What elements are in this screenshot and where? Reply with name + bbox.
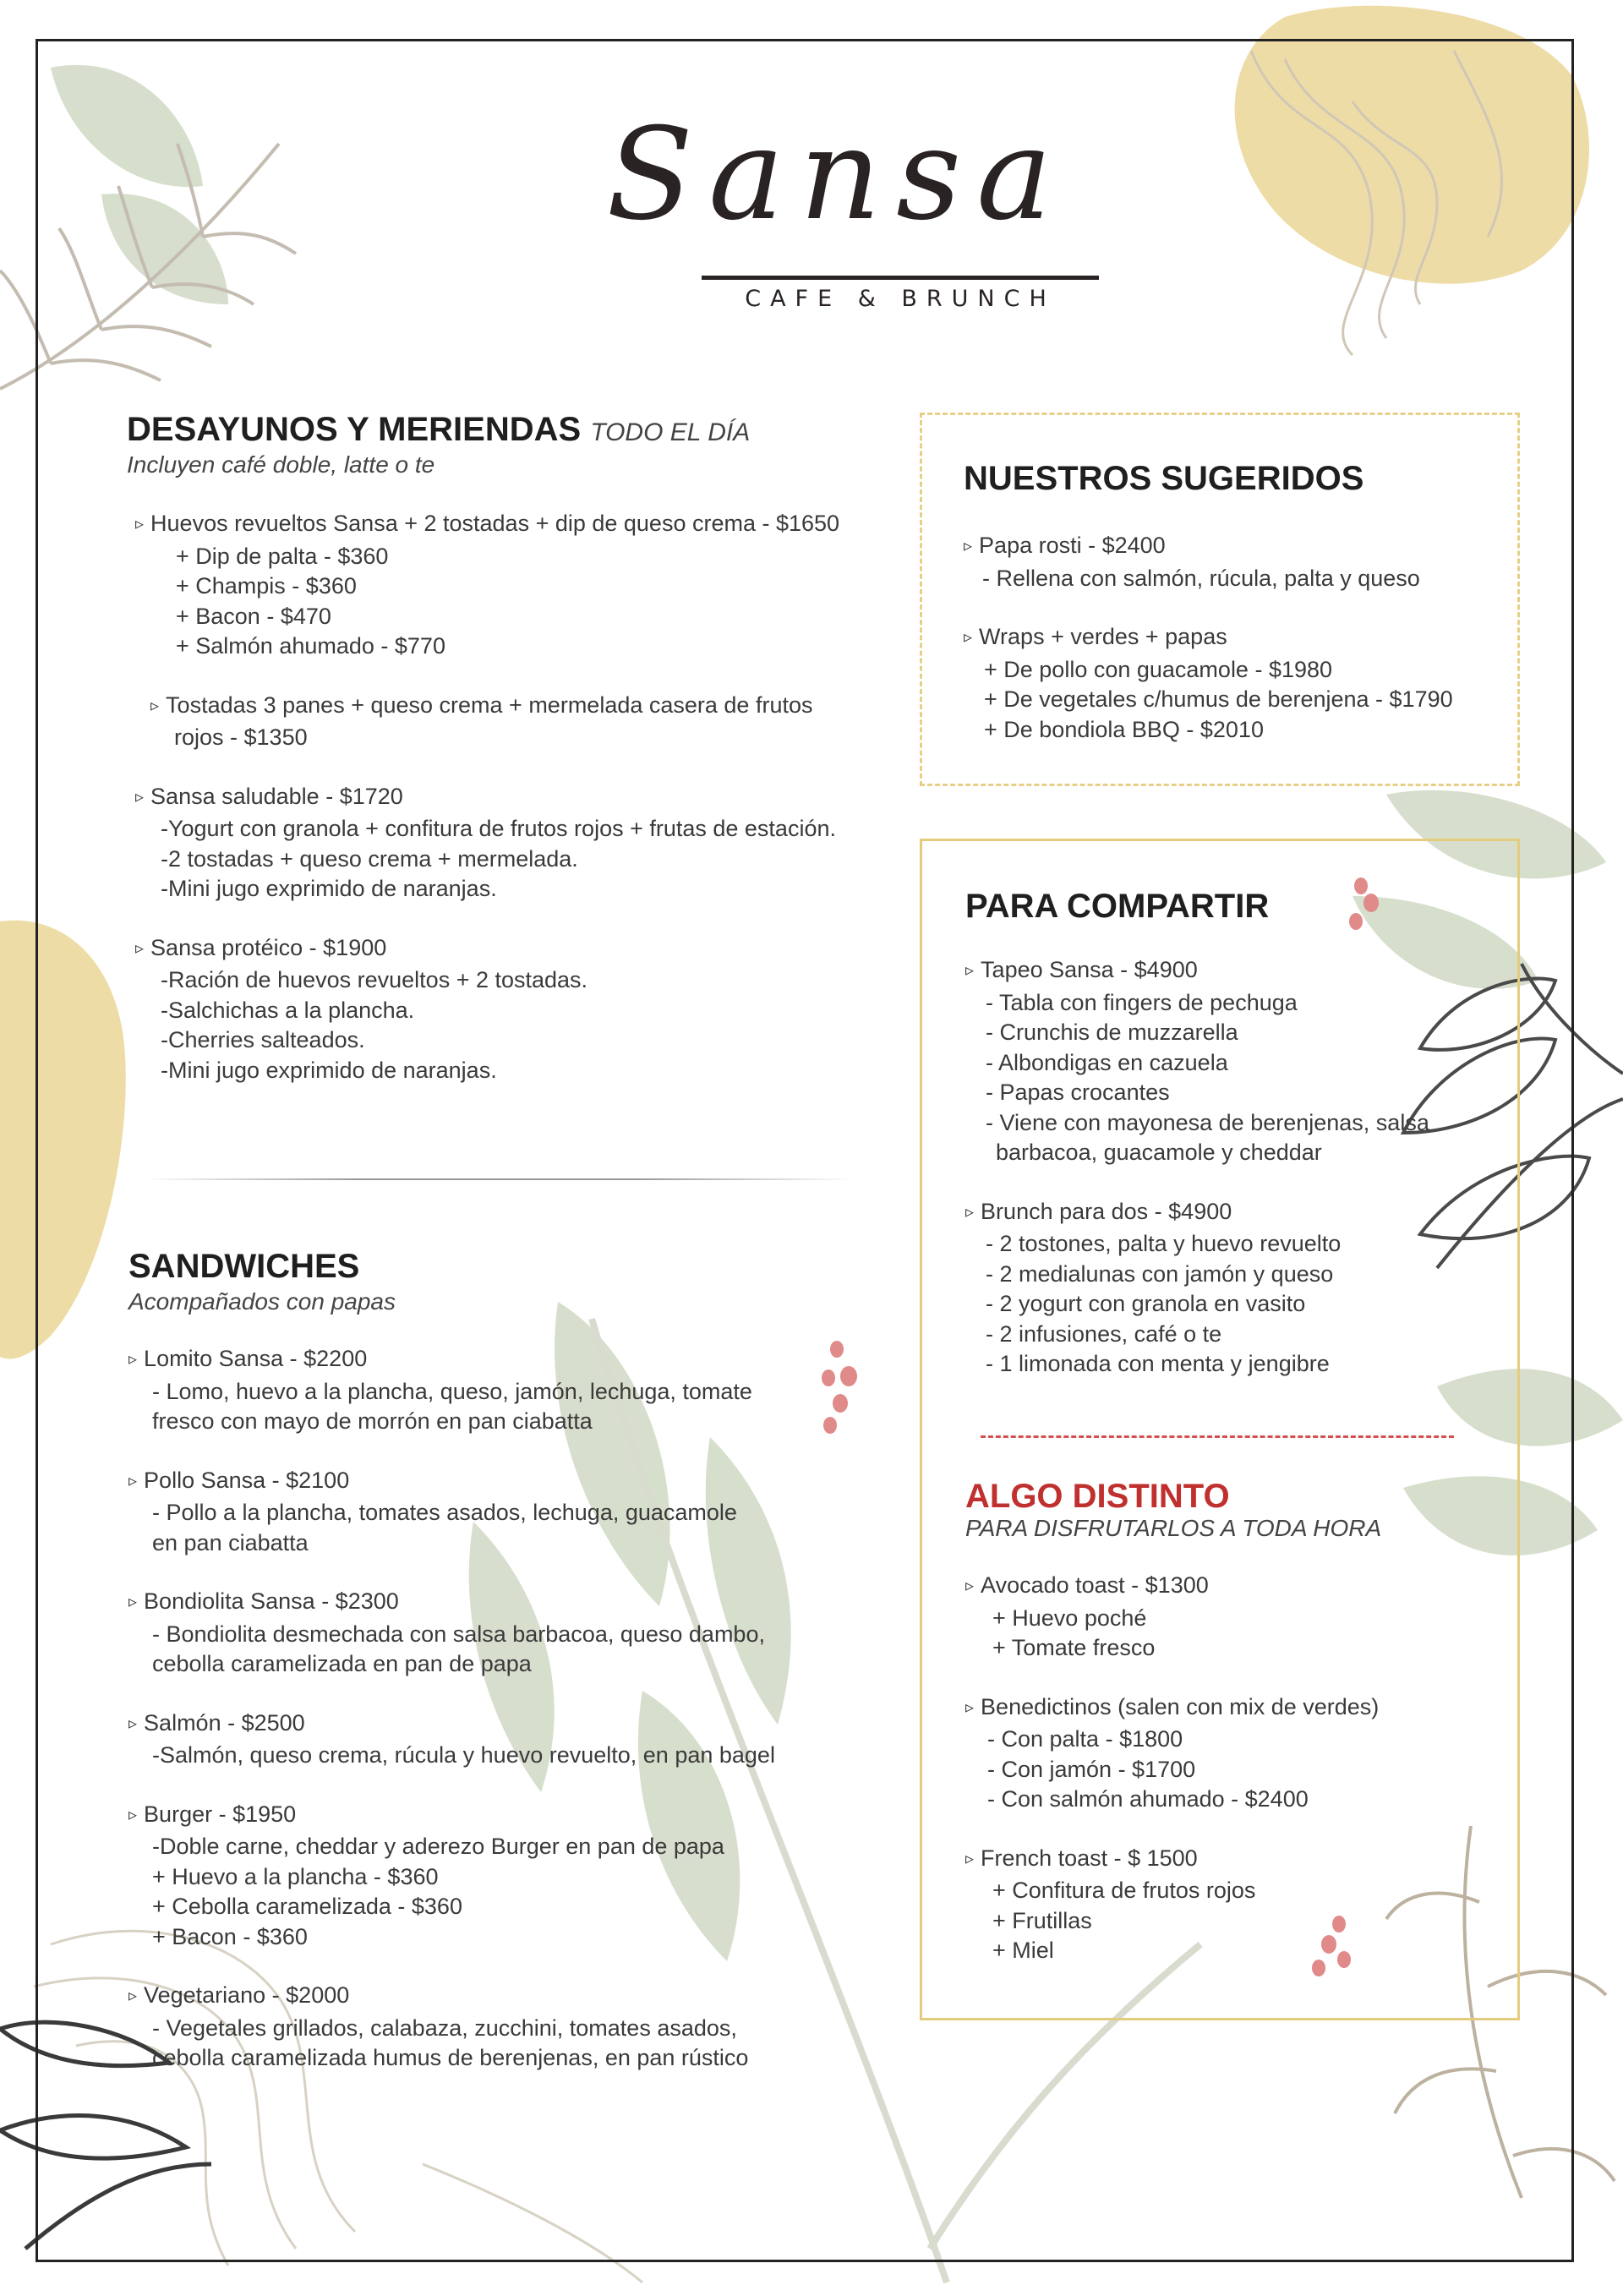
- item-detail: - 2 medialunas con jamón y queso: [986, 1260, 1334, 1287]
- item-name: Burger - $1950: [144, 1801, 297, 1827]
- section-desayunos: [127, 411, 862, 1085]
- item-name: Vegetariano - $2000: [144, 1982, 350, 2008]
- distinto-list: [965, 1571, 1498, 1966]
- item-detail: - Con jamón - $1700: [987, 1756, 1196, 1782]
- triangle-bullet-icon: ▹: [965, 1849, 975, 1868]
- triangle-bullet-icon: ▹: [135, 515, 145, 533]
- section-title: [127, 411, 862, 448]
- item-detail: + De vegetales c/humus de berenjena - $1790: [984, 686, 1453, 712]
- item-detail: - Pollo a la plancha, tomates asados, lechuga, guacamole en pan ciabatta: [152, 1500, 737, 1555]
- item-name: Wraps + verdes + papas: [979, 624, 1227, 649]
- menu-item: [965, 955, 1498, 1168]
- item-detail: - Tabla con fingers de pechuga: [986, 989, 1298, 1015]
- section-distinto: [965, 1478, 1498, 1966]
- item-detail: -Mini jugo exprimido de naranjas.: [161, 876, 497, 901]
- triangle-bullet-icon: ▹: [964, 537, 973, 555]
- compartir-title: PARA COMPARTIR: [965, 888, 1270, 925]
- logo-subtitle: CAFE & BRUNCH: [745, 286, 1056, 312]
- sandwiches-subtitle: Acompañados con papas: [128, 1288, 396, 1315]
- menu-item: [965, 1571, 1498, 1664]
- item-detail: - Lomo, huevo a la plancha, queso, jamón, lechuga, tomate fresco con mayo de morrón en pan ciabatta: [152, 1378, 752, 1434]
- item-detail: -2 tostadas + queso crema + mermelada.: [161, 845, 578, 872]
- item-detail: + Champis - $360: [176, 573, 357, 599]
- item-detail: -Mini jugo exprimido de naranjas.: [161, 1057, 497, 1083]
- item-name: Pollo Sansa - $2100: [144, 1467, 350, 1493]
- menu-item: [965, 1197, 1498, 1380]
- item-detail: -Ración de huevos revueltos + 2 tostadas.: [161, 967, 588, 992]
- menu-item: [135, 691, 862, 753]
- item-name: French toast - $ 1500: [981, 1845, 1198, 1871]
- item-detail: - Con palta - $1800: [987, 1726, 1183, 1752]
- menu-item: [128, 1708, 813, 1771]
- triangle-bullet-icon: ▹: [150, 696, 160, 715]
- section-sandwiches: [128, 1248, 813, 2074]
- item-detail: -Yogurt con granola + confitura de frutos rojos + frutas de estación.: [161, 816, 836, 841]
- section-divider: [144, 1178, 854, 1180]
- item-detail: + Tomate fresco: [992, 1635, 1156, 1660]
- item-name: Tapeo Sansa - $4900: [981, 957, 1198, 982]
- item-detail: + Bacon - $470: [176, 603, 331, 629]
- desayunos-list: [127, 509, 862, 1085]
- logo: [549, 101, 1124, 321]
- item-name: Sansa protéico - $1900: [150, 934, 387, 960]
- menu-item: [128, 1344, 813, 1437]
- sugeridos-title: NUESTROS SUGERIDOS: [964, 460, 1364, 497]
- menu-item: [128, 1466, 813, 1559]
- menu-item: [965, 1692, 1498, 1815]
- item-name: Lomito Sansa - $2200: [144, 1346, 368, 1371]
- item-detail: + Frutillas: [992, 1907, 1092, 1933]
- logo-underline: [702, 276, 1099, 280]
- item-detail: -Salmón, queso crema, rúcula y huevo revuelto, en pan bagel: [152, 1742, 775, 1768]
- section-compartir: [965, 888, 1498, 1380]
- item-detail: - 1 limonada con menta y jengibre: [986, 1351, 1330, 1376]
- item-detail: - Papas crocantes: [986, 1080, 1170, 1105]
- item-detail: - Con salmón ahumado - $2400: [987, 1786, 1309, 1812]
- item-detail: + Huevo a la plancha - $360: [152, 1863, 439, 1889]
- menu-item: [135, 509, 862, 662]
- menu-item: [128, 1800, 813, 1953]
- item-detail: - Albondigas en cazuela: [986, 1049, 1228, 1075]
- triangle-bullet-icon: ▹: [135, 787, 145, 806]
- menu-item: [964, 531, 1505, 593]
- item-detail: + De bondiola BBQ - $2010: [984, 716, 1264, 742]
- triangle-bullet-icon: ▹: [128, 1805, 138, 1824]
- desayunos-tag: TODO EL DÍA: [590, 418, 751, 446]
- distinto-subtitle: PARA DISFRUTARLOS A TODA HORA: [965, 1515, 1382, 1541]
- menu-item: [135, 782, 862, 905]
- menu-item: [965, 1844, 1498, 1966]
- item-detail: + Miel: [992, 1938, 1054, 1963]
- triangle-bullet-icon: ▹: [128, 1714, 138, 1733]
- item-name: Huevos revueltos Sansa + 2 tostadas + dip de queso crema - $1650: [150, 511, 840, 536]
- sandwiches-title: SANDWICHES: [128, 1248, 360, 1285]
- item-name: Bondiolita Sansa - $2300: [144, 1588, 399, 1614]
- item-name: Brunch para dos - $4900: [981, 1198, 1232, 1224]
- item-detail: - Crunchis de muzzarella: [986, 1020, 1238, 1045]
- triangle-bullet-icon: ▹: [965, 1577, 975, 1595]
- triangle-bullet-icon: ▹: [128, 1471, 138, 1490]
- desayunos-title: DESAYUNOS Y MERIENDAS: [127, 411, 582, 448]
- item-name: Papa rosti - $2400: [979, 533, 1166, 558]
- item-detail: + Confitura de frutos rojos: [992, 1878, 1256, 1903]
- triangle-bullet-icon: ▹: [965, 961, 975, 980]
- section-divider-red: [981, 1435, 1454, 1438]
- item-detail: - 2 infusiones, café o te: [986, 1320, 1222, 1347]
- item-detail: -Doble carne, cheddar y aderezo Burger en pan de papa: [152, 1834, 724, 1859]
- menu-item: [128, 1981, 813, 2074]
- item-detail: - Vegetales grillados, calabaza, zucchini, tomates asados, cebolla caramelizada humus de berenjenas, en pan rústico: [152, 2014, 749, 2070]
- item-detail: - 2 tostones, palta y huevo revuelto: [986, 1231, 1342, 1256]
- triangle-bullet-icon: ▹: [128, 1350, 138, 1369]
- menu-item: [135, 933, 862, 1086]
- item-detail: + Salmón ahumado - $770: [176, 633, 445, 659]
- item-detail: + Huevo poché: [992, 1604, 1147, 1631]
- item-name: Tostadas 3 panes + queso crema + mermelada casera de frutos rojos - $1350: [166, 692, 813, 750]
- item-detail: - Viene con mayonesa de berenjenas, salsa barbacoa, guacamole y cheddar: [986, 1109, 1429, 1165]
- item-name: Salmón - $2500: [144, 1709, 305, 1736]
- triangle-bullet-icon: ▹: [965, 1202, 975, 1222]
- sandwiches-list: [128, 1344, 813, 2074]
- item-name: Avocado toast - $1300: [981, 1572, 1209, 1598]
- triangle-bullet-icon: ▹: [964, 628, 973, 647]
- item-detail: - Bondiolita desmechada con salsa barbacoa, queso dambo, cebolla caramelizada en pan de papa: [152, 1621, 765, 1676]
- item-detail: - Rellena con salmón, rúcula, palta y queso: [982, 565, 1420, 591]
- item-detail: + Bacon - $360: [152, 1923, 308, 1949]
- section-sugeridos: [964, 460, 1505, 745]
- compartir-list: [965, 955, 1498, 1380]
- item-detail: + De pollo con guacamole - $1980: [984, 656, 1333, 682]
- triangle-bullet-icon: ▹: [965, 1697, 975, 1717]
- item-name: Sansa saludable - $1720: [150, 783, 403, 809]
- triangle-bullet-icon: ▹: [135, 938, 145, 958]
- sugeridos-list: [964, 531, 1505, 745]
- triangle-bullet-icon: ▹: [128, 1593, 138, 1611]
- desayunos-subtitle: Incluyen café doble, latte o te: [127, 451, 435, 478]
- logo-script: Sansa: [606, 101, 1068, 249]
- triangle-bullet-icon: ▹: [128, 1987, 138, 2005]
- menu-item: [964, 622, 1505, 745]
- distinto-title: ALGO DISTINTO: [965, 1478, 1230, 1515]
- item-detail: -Salchichas a la plancha.: [161, 997, 415, 1023]
- item-detail: -Cherries salteados.: [161, 1027, 365, 1052]
- item-name: Benedictinos (salen con mix de verdes): [981, 1693, 1380, 1719]
- item-detail: - 2 yogurt con granola en vasito: [986, 1291, 1306, 1316]
- item-detail: + Dip de palta - $360: [176, 543, 389, 569]
- item-detail: + Cebolla caramelizada - $360: [152, 1894, 462, 1919]
- menu-item: [128, 1587, 813, 1680]
